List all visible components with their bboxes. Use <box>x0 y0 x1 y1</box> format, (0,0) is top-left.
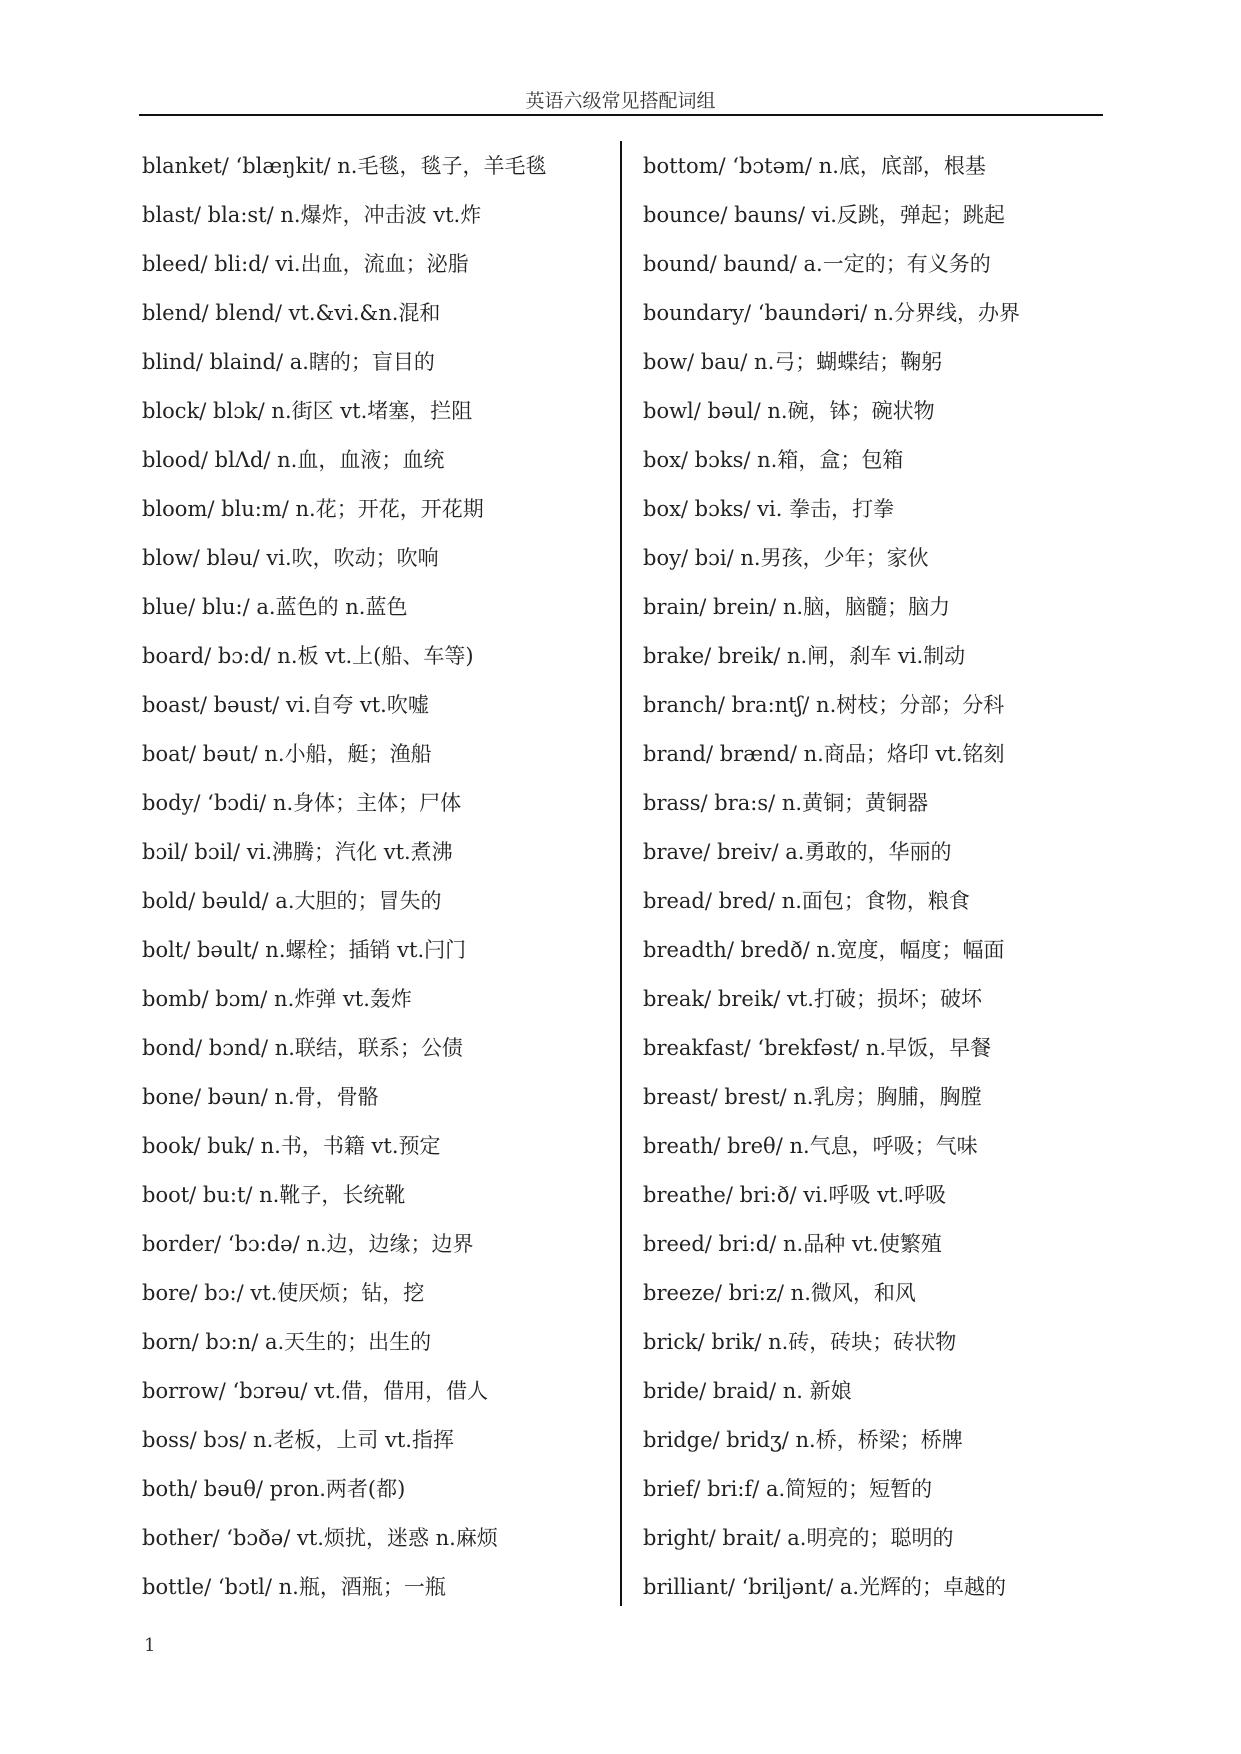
vocab-entry: bottle/ ‘bɔtl/ n.瓶，酒瓶；一瓶 <box>142 1575 446 1599</box>
vocab-entry: blue/ blu:/ a.蓝色的 n.蓝色 <box>142 595 408 619</box>
vocab-entry: brass/ bra:s/ n.黄铜；黄铜器 <box>643 791 929 815</box>
vocab-entry: blanket/ ‘blæŋkit/ n.毛毯，毯子，羊毛毯 <box>142 154 547 178</box>
vocab-entry: borrow/ ‘bɔrəu/ vt.借，借用，借人 <box>142 1379 489 1403</box>
vocab-entry: bread/ bred/ n.面包；食物，粮食 <box>643 889 970 913</box>
page-header-title: 英语六级常见搭配词组 <box>525 90 716 112</box>
vocab-entry: brick/ brik/ n.砖，砖块；砖状物 <box>643 1330 957 1354</box>
vocab-entry: branch/ bra:ntʃ/ n.树枝；分部；分科 <box>643 693 1005 717</box>
vocab-entry: both/ bəuθ/ pron.两者(都) <box>142 1477 406 1501</box>
vocab-entry: bow/ bau/ n.弓；蝴蝶结；鞠躬 <box>643 350 943 374</box>
vocab-entry: breed/ bri:d/ n.品种 vt.使繁殖 <box>643 1232 942 1256</box>
vocab-entry: bore/ bɔ:/ vt.使厌烦；钻，挖 <box>142 1281 425 1305</box>
vocab-entry: bowl/ bəul/ n.碗，钵；碗状物 <box>643 399 935 423</box>
vocab-entry: breath/ breθ/ n.气息，呼吸；气味 <box>643 1134 978 1158</box>
vocab-entry: blind/ blaind/ a.瞎的；盲目的 <box>142 350 435 374</box>
left-vocab-column <box>142 142 612 1612</box>
vocab-entry: bleed/ bli:d/ vi.出血，流血；泌脂 <box>142 252 469 276</box>
vocab-entry: blood/ blΛd/ n.血，血液；血统 <box>142 448 445 472</box>
vocab-entry: brief/ bri:f/ a.简短的；短暂的 <box>643 1477 933 1501</box>
vocab-entry: bond/ bɔnd/ n.联结，联系；公债 <box>142 1036 463 1060</box>
vocab-entry: block/ blɔk/ n.街区 vt.堵塞，拦阻 <box>142 399 473 423</box>
vocab-entry: bridge/ bridʒ/ n.桥，桥梁；桥牌 <box>643 1428 963 1452</box>
vocab-entry: bright/ brait/ a.明亮的；聪明的 <box>643 1526 954 1550</box>
vocab-entry: blend/ blend/ vt.&vi.&n.混和 <box>142 301 441 325</box>
vocab-entry: box/ bɔks/ n.箱，盒；包箱 <box>643 448 904 472</box>
vocab-entry: brake/ breik/ n.闸，刹车 vi.制动 <box>643 644 966 668</box>
vocab-entry: boast/ bəust/ vi.自夸 vt.吹嘘 <box>142 693 429 717</box>
vocab-entry: breathe/ bri:ð/ vi.呼吸 vt.呼吸 <box>643 1183 947 1207</box>
vocab-entry: bolt/ bəult/ n.螺栓；插销 vt.闩门 <box>142 938 467 962</box>
column-divider <box>620 141 622 1606</box>
header-rule <box>139 114 1103 116</box>
vocab-entry: bone/ bəun/ n.骨，骨骼 <box>142 1085 379 1109</box>
vocab-entry: break/ breik/ vt.打破；损坏；破坏 <box>643 987 982 1011</box>
vocab-entry: breast/ brest/ n.乳房；胸脯，胸膛 <box>643 1085 982 1109</box>
vocab-entry: bride/ braid/ n. 新娘 <box>643 1379 852 1403</box>
vocab-entry: boss/ bɔs/ n.老板，上司 vt.指挥 <box>142 1428 454 1452</box>
vocab-entry: board/ bɔ:d/ n.板 vt.上(船、车等) <box>142 644 474 668</box>
vocab-entry: breakfast/ ‘brekfəst/ n.早饭，早餐 <box>643 1036 992 1060</box>
vocab-entry: bound/ baund/ a.一定的；有义务的 <box>643 252 991 276</box>
vocab-entry: boy/ bɔi/ n.男孩，少年；家伙 <box>643 546 929 570</box>
right-vocab-column <box>643 142 1113 1612</box>
vocab-entry: body/ ‘bɔdi/ n.身体；主体；尸体 <box>142 791 462 815</box>
vocab-entry: boat/ bəut/ n.小船，艇；渔船 <box>142 742 432 766</box>
vocab-entry: box/ bɔks/ vi. 拳击，打拳 <box>643 497 895 521</box>
vocab-entry: brand/ brænd/ n.商品；烙印 vt.铭刻 <box>643 742 1005 766</box>
vocab-entry: boot/ bu:t/ n.靴子，长统靴 <box>142 1183 406 1207</box>
vocab-entry: bomb/ bɔm/ n.炸弹 vt.轰炸 <box>142 987 412 1011</box>
vocab-entry: blow/ bləu/ vi.吹，吹动；吹响 <box>142 546 439 570</box>
vocab-entry: blast/ bla:st/ n.爆炸，冲击波 vt.炸 <box>142 203 482 227</box>
vocab-entry: bɔil/ bɔil/ vi.沸腾；汽化 vt.煮沸 <box>142 840 453 864</box>
vocab-entry: brave/ breiv/ a.勇敢的，华丽的 <box>643 840 952 864</box>
vocab-entry: bounce/ bauns/ vi.反跳，弹起；跳起 <box>643 203 1005 227</box>
vocab-entry: bother/ ‘bɔðə/ vt.烦扰，迷惑 n.麻烦 <box>142 1526 498 1550</box>
vocab-entry: bottom/ ‘bɔtəm/ n.底，底部，根基 <box>643 154 986 178</box>
vocab-entry: boundary/ ‘baundəri/ n.分界线，办界 <box>643 301 1021 325</box>
vocab-entry: brilliant/ ‘briljənt/ a.光辉的；卓越的 <box>643 1575 1007 1599</box>
vocab-entry: brain/ brein/ n.脑，脑髓；脑力 <box>643 595 951 619</box>
vocab-entry: bloom/ blu:m/ n.花；开花，开花期 <box>142 497 484 521</box>
page-number: 1 <box>144 1635 156 1656</box>
vocab-entry: breadth/ bredð/ n.宽度，幅度；幅面 <box>643 938 1005 962</box>
vocab-entry: born/ bɔ:n/ a.天生的；出生的 <box>142 1330 432 1354</box>
vocab-entry: border/ ‘bɔ:də/ n.边，边缘；边界 <box>142 1232 474 1256</box>
vocab-entry: breeze/ bri:z/ n.微风，和风 <box>643 1281 916 1305</box>
vocab-entry: bold/ bəuld/ a.大胆的；冒失的 <box>142 889 442 913</box>
vocab-entry: book/ buk/ n.书，书籍 vt.预定 <box>142 1134 441 1158</box>
